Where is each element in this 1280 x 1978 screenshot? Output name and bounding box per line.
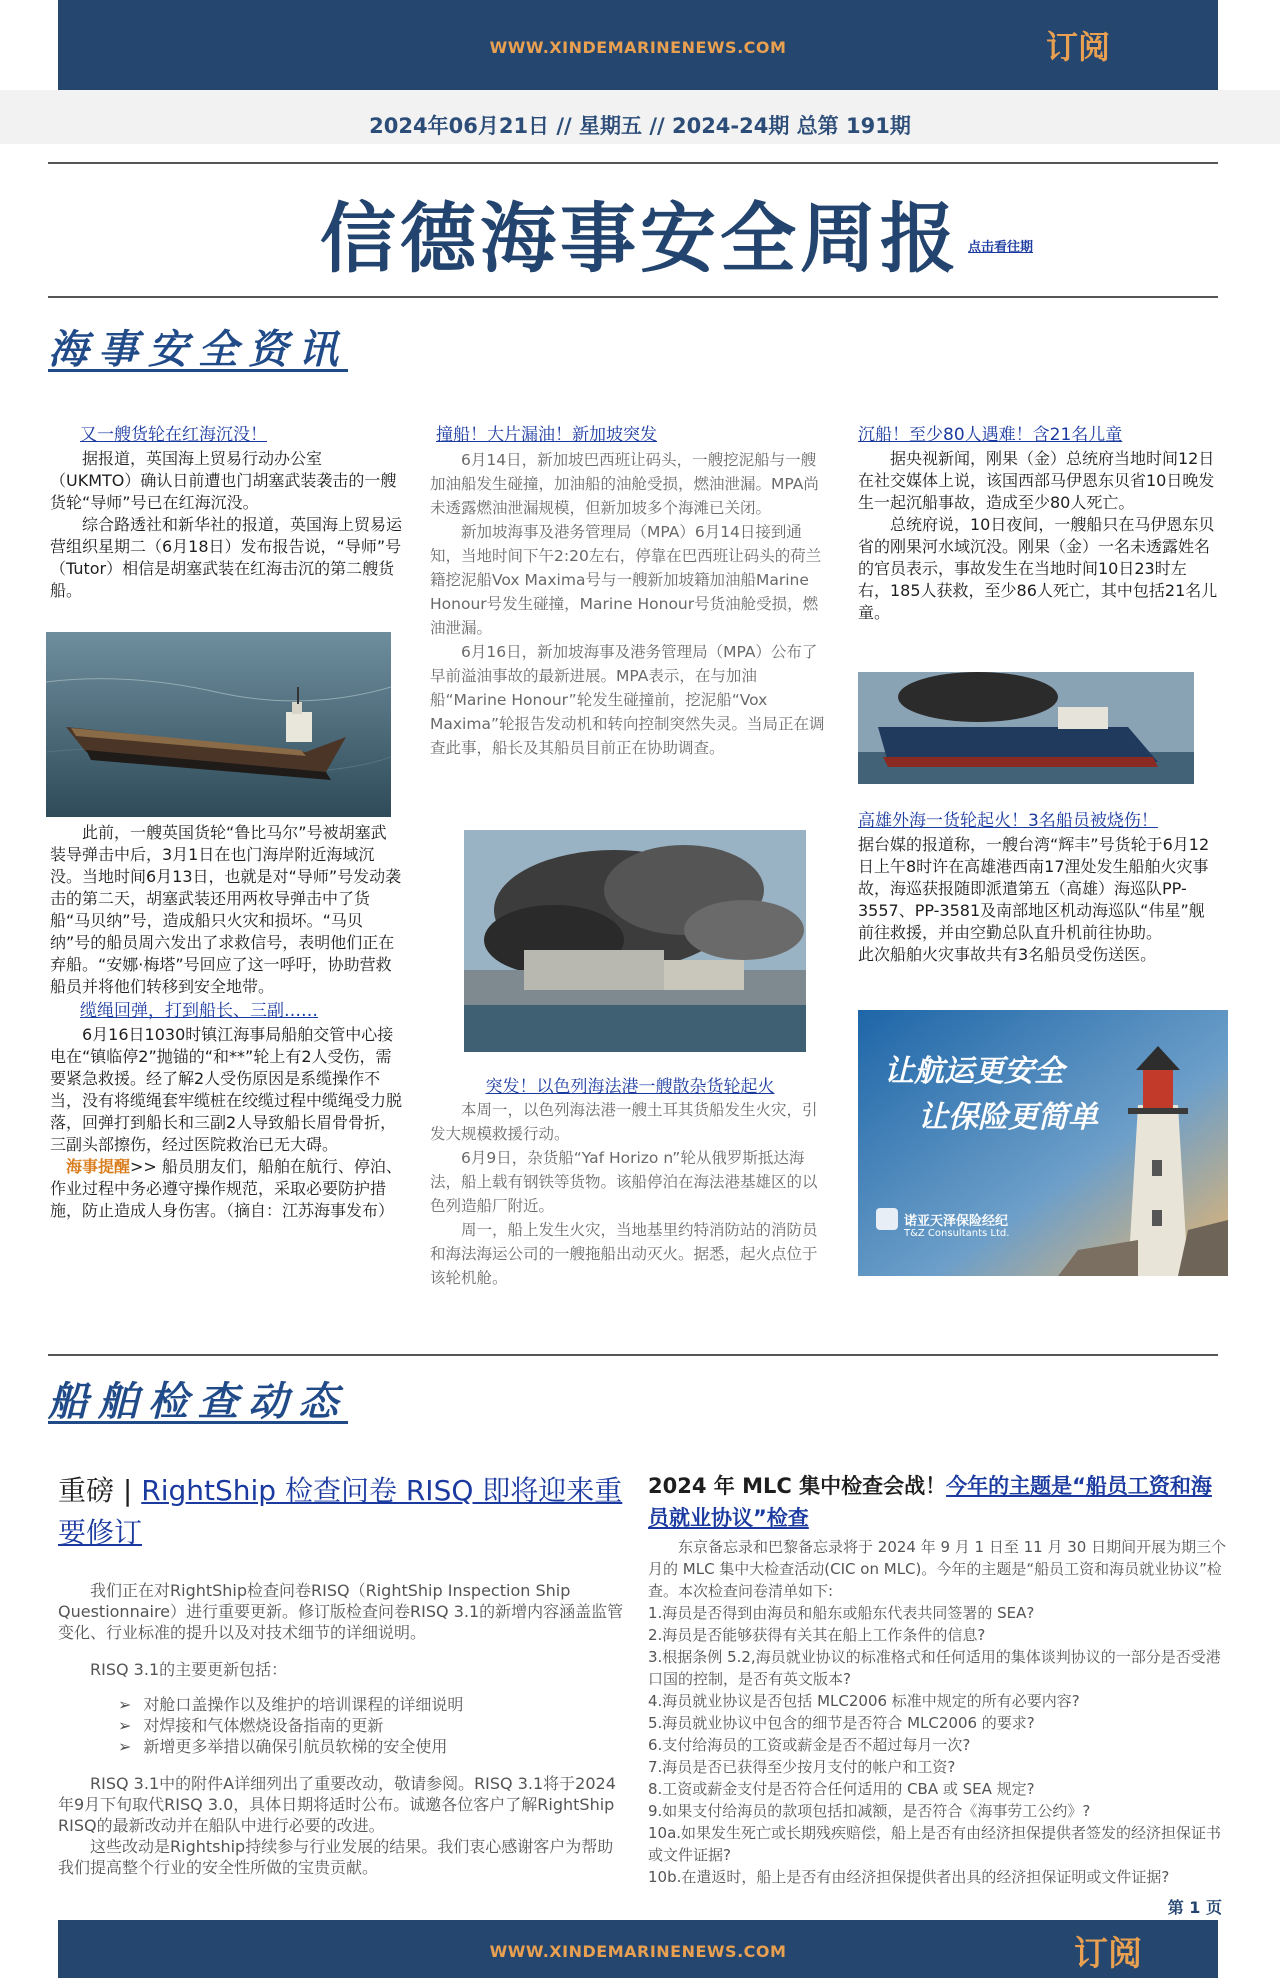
article-paragraph: 新加坡海事及港务管理局（MPA）6月14日接到通知，当地时间下午2:20左右，停靠在巴西班让码头的荷兰籍挖泥船Vox Maxima号与一艘新加坡籍加油船Marine Honour号发生碰撞，Marine Honour号货油舱受损，燃油泄漏。	[430, 523, 822, 637]
news-column-3-cont	[858, 808, 1218, 966]
page-number: 第 1 页	[1167, 1898, 1222, 1917]
divider	[48, 296, 1218, 298]
photo-sinking-cargo-ship	[46, 632, 391, 817]
article-link-kaohsiung[interactable]: 高雄外海一货轮起火！3名船员被烧伤！	[858, 811, 1158, 831]
mlc-headline-link[interactable]: 今年的主题是“船员工资和海员就业协议”检查	[648, 1474, 1212, 1530]
risq-article	[58, 1470, 628, 1878]
list-item: 1.海员是否得到由海员和船东或船东代表共同签署的 SEA?	[648, 1604, 1035, 1622]
article-link-haifa[interactable]: 突发！以色列海法港一艘散杂货轮起火	[485, 1077, 775, 1097]
safety-tip-label: 海事提醒	[66, 1157, 131, 1176]
masthead-title: 信德海事安全周报	[320, 194, 960, 283]
website-link[interactable]: WWW.XINDEMARINENEWS.COM	[489, 1942, 787, 1961]
past-issues-link[interactable]: 点击看往期	[968, 240, 1034, 255]
list-item: 5.海员就业协议中包含的细节是否符合 MLC2006 的要求?	[648, 1714, 1035, 1732]
article-paragraph: 据台媒的报道称，一艘台湾“辉丰”号货轮于6月12日上午8时许在高雄港西南17浬处发生船舶火灾事故，海巡获报随即派遣第五（高雄）海巡队PP-3557、PP-3581及南部地区机动海巡队“伟星”舰前往救援，并由空勤总队直升机前往协助。	[858, 835, 1210, 942]
dateline: 2024年06月21日 // 星期五 // 2024-24期 总第 191期	[369, 114, 911, 138]
list-item: 6.支付给海员的工资或薪金是否不超过每月一次?	[648, 1736, 971, 1754]
list-item: 7.海员是否已获得至少按月支付的帐户和工资?	[648, 1758, 956, 1776]
article-paragraph: 总统府说，10日夜间，一艘船只在马伊恩东贝省的刚果河水域沉没。刚果（金）一名未透露姓名的官员表示，事故发生在当地时间10日23时左右，185人获救，至少86人死亡，其中包括21名儿童。	[858, 515, 1218, 622]
article-paragraph: 本周一，以色列海法港一艘土耳其货船发生火灾，引发大规模救援行动。	[430, 1101, 818, 1143]
list-item: 9.如果支付给海员的款项包括扣减额，是否符合《海事劳工公约》?	[648, 1802, 1091, 1820]
article-paragraph: 6月16日1030时镇江海事局船舶交管中心接电在“镇临停2”抛锚的“和**”轮上有2人受伤，需要紧急救援。经了解2人受伤原因是系缆操作不当，没有将缆绳套牢缆桩在绞缆过程中缆绳受力脱落，回弹打到船长和三副2人导致船长眉骨骨折，三副头部擦伤，经过医院救治已无大碍。	[50, 1025, 403, 1154]
mlc-paragraph: 东京备忘录和巴黎备忘录将于 2024 年 9 月 1 日至 11 月 30 日期间开展为期三个月的 MLC 集中大检查活动(CIC on MLC)。今年的主题是“船员工资和海员就业协议”检查。本次检查问卷清单如下:	[648, 1538, 1227, 1600]
list-item: 10a.如果发生死亡或长期残疾赔偿，船上是否有由经济担保提供者签发的经济担保证书或文件证据?	[648, 1824, 1222, 1864]
list-item: ➢ 对舱口盖操作以及维护的培训课程的详细说明	[118, 1694, 628, 1715]
risq-headline-link[interactable]: RightShip 检查问卷 RISQ 即将迎来重要修订	[58, 1474, 623, 1549]
article-paragraph: 6月16日，新加坡海事及港务管理局（MPA）公布了早前溢油事故的最新进展。MPA表示，在与加油船“Marine Honour”轮发生碰撞前，挖泥船“Vox Maxima”轮报告发动机和转向控制突然失灵。当局正在调查此事，船长及其船员目前正在协助调查。	[430, 643, 825, 757]
risq-paragraph: 我们正在对RightShip检查问卷RISQ（RightShip Inspection Ship Questionnaire）进行重要更新。修订版检查问卷RISQ 3.1的新增内容涵盖监管变化、行业标准的提升以及对技术细节的详细说明。	[58, 1581, 624, 1642]
article-paragraph: 据报道，英国海上贸易行动办公室（UKMTO）确认日前遭也门胡塞武装袭击的一艘货轮“导师”号已在红海沉没。	[50, 449, 397, 512]
article-paragraph: 周一，船上发生火灾，当地基里约特消防站的消防员和海法海运公司的一艘拖船出动灭火。据悉，起火点位于该轮机舱。	[430, 1221, 818, 1287]
article-paragraph: 6月9日，杂货船“Yaf Horizo n”轮从俄罗斯抵达海法，船上载有钢铁等货物。该船停泊在海法港基雄区的以色列造船厂附近。	[430, 1149, 818, 1215]
risq-headline-prefix: 重磅 |	[58, 1474, 142, 1507]
list-item: 4.海员就业协议是否包括 MLC2006 标准中规定的所有必要内容?	[648, 1692, 1080, 1710]
news-column-2	[430, 422, 830, 760]
list-item: ➢ 新增更多举措以确保引航员软梯的安全使用	[118, 1736, 628, 1757]
subscribe-link[interactable]: 订阅	[1045, 28, 1110, 66]
ad-line-1: 让航运更安全	[884, 1054, 1064, 1089]
section-title-inspection: 船舶检查动态	[48, 1379, 348, 1425]
news-column-1-cont	[50, 822, 402, 1222]
list-item: 8.工资或薪金支付是否符合任何适用的 CBA 或 SEA 规定?	[648, 1780, 1035, 1798]
list-item: ➢ 对焊接和气体燃烧设备指南的更新	[118, 1715, 628, 1736]
section-title-safety-news: 海事安全资讯	[48, 327, 348, 373]
mlc-headline-prefix: 2024 年 MLC 集中检查会战！	[648, 1474, 947, 1498]
article-paragraph: 据央视新闻，刚果（金）总统府当地时间12日在社交媒体上说，该国西部马伊恩东贝省10日晚发生一起沉船事故，造成至少80人死亡。	[858, 449, 1215, 512]
ad-line-2: 让保险更简单	[918, 1100, 1098, 1135]
risq-paragraph: RISQ 3.1的主要更新包括：	[90, 1660, 288, 1679]
divider	[48, 162, 1218, 164]
subscribe-link[interactable]: 订阅	[1074, 1934, 1142, 1974]
article-paragraph: 此次船舶火灾事故共有3名船员受伤送医。	[858, 945, 1157, 964]
website-link[interactable]: WWW.XINDEMARINENEWS.COM	[489, 38, 787, 57]
risq-paragraph: 这些改动是Rightship持续参与行业发展的结果。我们衷心感谢客户为帮助我们提高整个行业的安全性所做的宝贵贡献。	[58, 1837, 614, 1877]
article-paragraph: 此前，一艘英国货轮“鲁比马尔”号被胡塞武装导弹击中后，3月1日在也门海岸附近海域沉没。当地时间6月13日，也就是对“导师”号发动袭击的第二天，胡塞武装还用两枚导弹击中了货船“马贝纳”号，造成船只火灾和损坏。“马贝纳”号的船员周六发出了求救信号，表明他们正在弃船。“安娜·梅塔”号回应了这一呼吁，协助营救船员并将他们转移到安全地带。	[50, 823, 402, 996]
photo-port-fire-smoke	[464, 830, 806, 1052]
divider	[48, 1354, 1218, 1356]
list-item: 2.海员是否能够获得有关其在船上工作条件的信息?	[648, 1626, 986, 1644]
article-link-mooring[interactable]: 缆绳回弹，打到船长、三副……	[80, 1001, 318, 1021]
risq-headline	[58, 1470, 628, 1554]
article-link-congo[interactable]: 沉船！至少80人遇难！含21名儿童	[858, 425, 1123, 445]
news-column-1	[50, 422, 402, 602]
news-column-3	[858, 422, 1218, 670]
list-item: 3.根据条例 5.2,海员就业协议的标准格式和任何适用的集体谈判协议的一部分是否受港口国的控制，是否有英文版本?	[648, 1648, 1221, 1688]
ad-company-cn: 诺亚天泽保险经纪	[904, 1214, 1009, 1229]
bottom-banner	[58, 1920, 1218, 1978]
list-item: 10b.在遣返时，船上是否有由经济担保提供者出具的经济担保证明或文件证据?	[648, 1868, 1170, 1886]
risq-update-list	[118, 1694, 628, 1757]
article-link-red-sea[interactable]: 又一艘货轮在红海沉没！	[80, 425, 267, 445]
safety-tip-text: >> 船员朋友们，船舶在航行、停泊、作业过程中务必遵守操作规范，采取必要防护措施，防止造成人身伤害。（摘自：江苏海事发布）	[50, 1157, 402, 1220]
ad-company-en: T&Z Consultants Ltd.	[904, 1228, 1010, 1239]
top-banner	[58, 0, 1218, 90]
mlc-article	[648, 1470, 1228, 1888]
article-paragraph: 6月14日，新加坡巴西班让码头，一艘挖泥船与一艘加油船发生碰撞，加油船的油舱受损，燃油泄漏。MPA尚未透露燃油泄漏规模，但新加坡多个海滩已关闭。	[430, 451, 819, 517]
advertisement-insurance[interactable]	[858, 1010, 1228, 1276]
photo-burning-cargo-ship	[858, 672, 1194, 784]
safety-tip	[50, 1156, 402, 1222]
mlc-headline	[648, 1470, 1228, 1534]
news-column-2-cont	[430, 1076, 830, 1290]
article-link-singapore[interactable]: 撞船！大片漏油！新加坡突发	[436, 425, 657, 445]
article-paragraph: 综合路透社和新华社的报道，英国海上贸易运营组织星期二（6月18日）发布报告说，“导师”号（Tutor）相信是胡塞武装在红海击沉的第二艘货船。	[50, 515, 403, 600]
risq-paragraph: RISQ 3.1中的附件A详细列出了重要改动，敬请参阅。RISQ 3.1将于2024年9月下旬取代RISQ 3.0，具体日期将适时公布。诚邀各位客户了解RightShip RISQ的最新改动并在船队中进行必要的改进。	[58, 1774, 616, 1835]
